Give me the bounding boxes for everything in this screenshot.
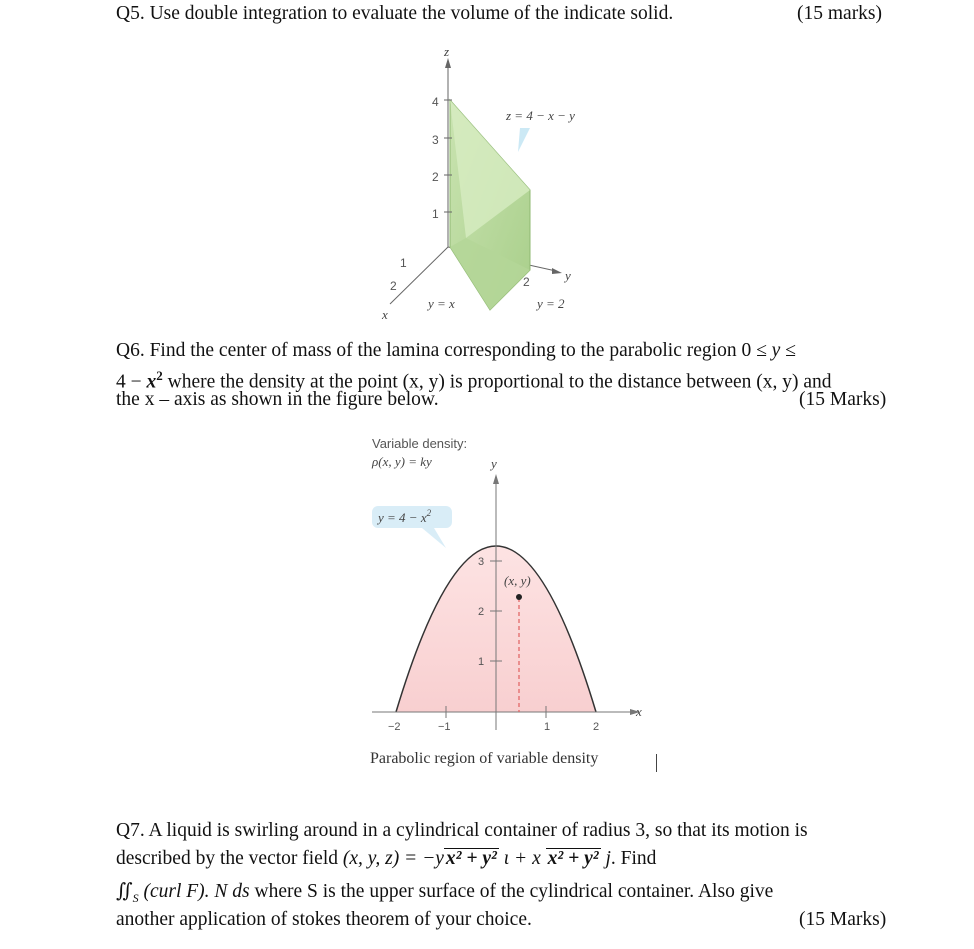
x-tick-neg1: −1 xyxy=(438,721,451,733)
q7-integral-sub: S xyxy=(132,890,139,905)
z-axis-label: z xyxy=(444,44,450,59)
line-label-y-equals-2: y = 2 xyxy=(537,296,565,311)
q7-field-mid: ι + x xyxy=(503,848,541,869)
q6-parabola-figure xyxy=(362,430,662,760)
x-axis-label: x xyxy=(636,704,642,719)
y-axis-label: y xyxy=(491,456,497,471)
sample-point xyxy=(516,594,522,600)
y-tick-2: 2 xyxy=(478,606,485,618)
x-tick-2: 2 xyxy=(593,721,600,733)
x-tick-neg2: −2 xyxy=(388,721,401,733)
z-tick-2: 2 xyxy=(432,170,439,184)
text-cursor xyxy=(656,754,657,772)
q7-line-2-text: described by the vector field xyxy=(116,848,338,869)
q7-line-2 xyxy=(116,847,656,871)
q7-line-3-text: where S is the upper surface of the cylindrical container. Also give xyxy=(254,881,774,902)
q6-line-2-text: where the density at the point (x, y) is proportional to the distance between (x, y) and xyxy=(167,371,832,393)
q7-line-1: Q7. A liquid is swirling around in a cylindrical container of radius 3, so that its motion is xyxy=(116,820,808,841)
y-axis-label: y xyxy=(565,268,571,283)
q7-find: . Find xyxy=(610,848,657,869)
q6-expr-sup: 2 xyxy=(156,368,163,383)
q7-line-3 xyxy=(116,880,773,910)
y-tick-1: 1 xyxy=(478,656,485,668)
point-label: (x, y) xyxy=(504,573,531,588)
x-tick-1: 1 xyxy=(544,721,551,733)
x-tick-1: 1 xyxy=(400,256,407,270)
q6-figure-caption: Parabolic region of variable density xyxy=(370,750,599,767)
x-axis-label: x xyxy=(382,307,388,322)
q7-line-4: another application of stokes theorem of your choice. xyxy=(116,909,532,930)
q6-inequality: ≤ y ≤ xyxy=(756,340,796,361)
q6-line-1 xyxy=(116,339,796,363)
q7-marks: (15 Marks) xyxy=(799,909,887,930)
y-tick-2: 2 xyxy=(523,275,530,289)
y-tick-3: 3 xyxy=(478,556,485,568)
z-tick-1: 1 xyxy=(432,207,439,221)
q7-root-2: x² + y² xyxy=(547,848,599,869)
q5-marks: (15 marks) xyxy=(797,3,883,24)
q6-marks: (15 Marks) xyxy=(799,389,887,410)
q7-field-lhs: (x, y, z) = −y xyxy=(342,848,444,869)
q5-solid-figure xyxy=(370,42,630,322)
plane-label: z = 4 − x − y xyxy=(506,108,575,123)
z-tick-4: 4 xyxy=(432,95,439,109)
q6-expr-x: x xyxy=(146,371,157,393)
z-tick-3: 3 xyxy=(432,133,439,147)
q6-line-3: the x – axis as shown in the figure below. xyxy=(116,389,439,410)
q6-expr-a: 4 − xyxy=(116,371,142,393)
line-label-y-equals-x: y = x xyxy=(428,296,455,311)
density-formula: ρ(x, y) = ky xyxy=(372,454,432,469)
q7-integrand: (curl F). N ds xyxy=(143,881,250,902)
q7-double-integral: ∬ xyxy=(116,881,133,902)
curve-label: $y = 4 - x^2$ xyxy=(378,508,432,525)
q7-field-j: j xyxy=(605,848,611,869)
q5-question: Q5. Use double integration to evaluate the volume of the indicate solid. xyxy=(116,3,674,24)
x-tick-2: 2 xyxy=(390,279,397,293)
density-title: Variable density: xyxy=(372,436,468,451)
q7-root-1: x² + y² xyxy=(445,848,497,869)
q6-line-1-text: Q6. Find the center of mass of the lamina corresponding to the parabolic region 0 xyxy=(116,340,752,361)
